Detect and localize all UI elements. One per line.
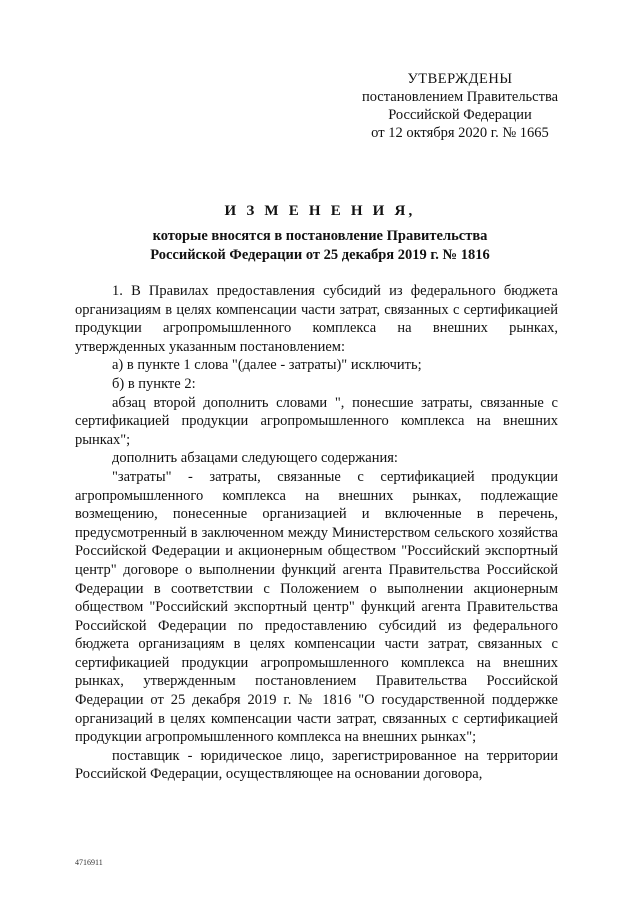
approval-date-number: от 12 октября 2020 г. № 1665: [371, 125, 549, 141]
subtitle-line-1: которые вносятся в постановление Правительства: [152, 228, 488, 244]
paragraph-7: поставщик - юридическое лицо, зарегистрированное на территории Российской Федерации, осуществляющее на основании договора,: [75, 747, 558, 783]
approval-block: [340, 70, 580, 142]
document-subtitle: [0, 227, 640, 265]
paragraph-5: дополнить абзацами следующего содержания:: [112, 450, 398, 467]
approval-issuer: постановлением Правительства: [361, 89, 559, 105]
document-id-footer: 4716911: [75, 858, 103, 867]
document-title: И З М Е Н Е Н И Я,: [224, 203, 416, 219]
paragraph-3: б) в пункте 2:: [112, 375, 196, 392]
approval-issuer-country: Российской Федерации: [388, 107, 532, 123]
paragraph-2: а) в пункте 1 слова "(далее - затраты)" исключить;: [112, 357, 422, 374]
paragraph-6: "затраты" - затраты, связанные с сертификацией продукции агропромышленного комплекса на внешних рынках, подлежащие возмещению, понесенные организацией и включенные в перечень, предусмотренный в заключенном между Министерством сельского хозяйства Российской Федерации и акционерным обществом "Российский экспортный центр" договоре о выполнении функций агента Правительства Российской Федерации в соответствии с Положением о выполнении акционерным обществом "Российский экспортный центр" функций агента Правительства Российской Федерации по предоставлению субсидий из федерального бюджета организациям в целях компенсации части затрат, связанных с сертификацией продукции агропромышленного комплекса на внешних рынках, утвержденным постановлением Правительства Российской Федерации от 25 декабря 2019 г. № 1816 "О государственной поддержке организаций в целях компенсации части затрат, связанных с сертификацией продукции агропромышленного комплекса на внешних рынках";: [75, 468, 558, 746]
paragraph-1: 1. В Правилах предоставления субсидий из федерального бюджета организациям в целях компенсации части затрат, связанных с сертификацией продукции агропромышленного комплекса на внешних рынках, утвержденных указанным постановлением:: [75, 283, 558, 355]
approval-status: УТВЕРЖДЕНЫ: [407, 71, 513, 87]
subtitle-line-2: Российской Федерации от 25 декабря 2019 г. № 1816: [150, 247, 490, 263]
document-body: [75, 282, 558, 784]
paragraph-4: абзац второй дополнить словами ", понесшие затраты, связанные с сертификацией продукции агропромышленного комплекса на внешних рынках";: [75, 394, 558, 448]
